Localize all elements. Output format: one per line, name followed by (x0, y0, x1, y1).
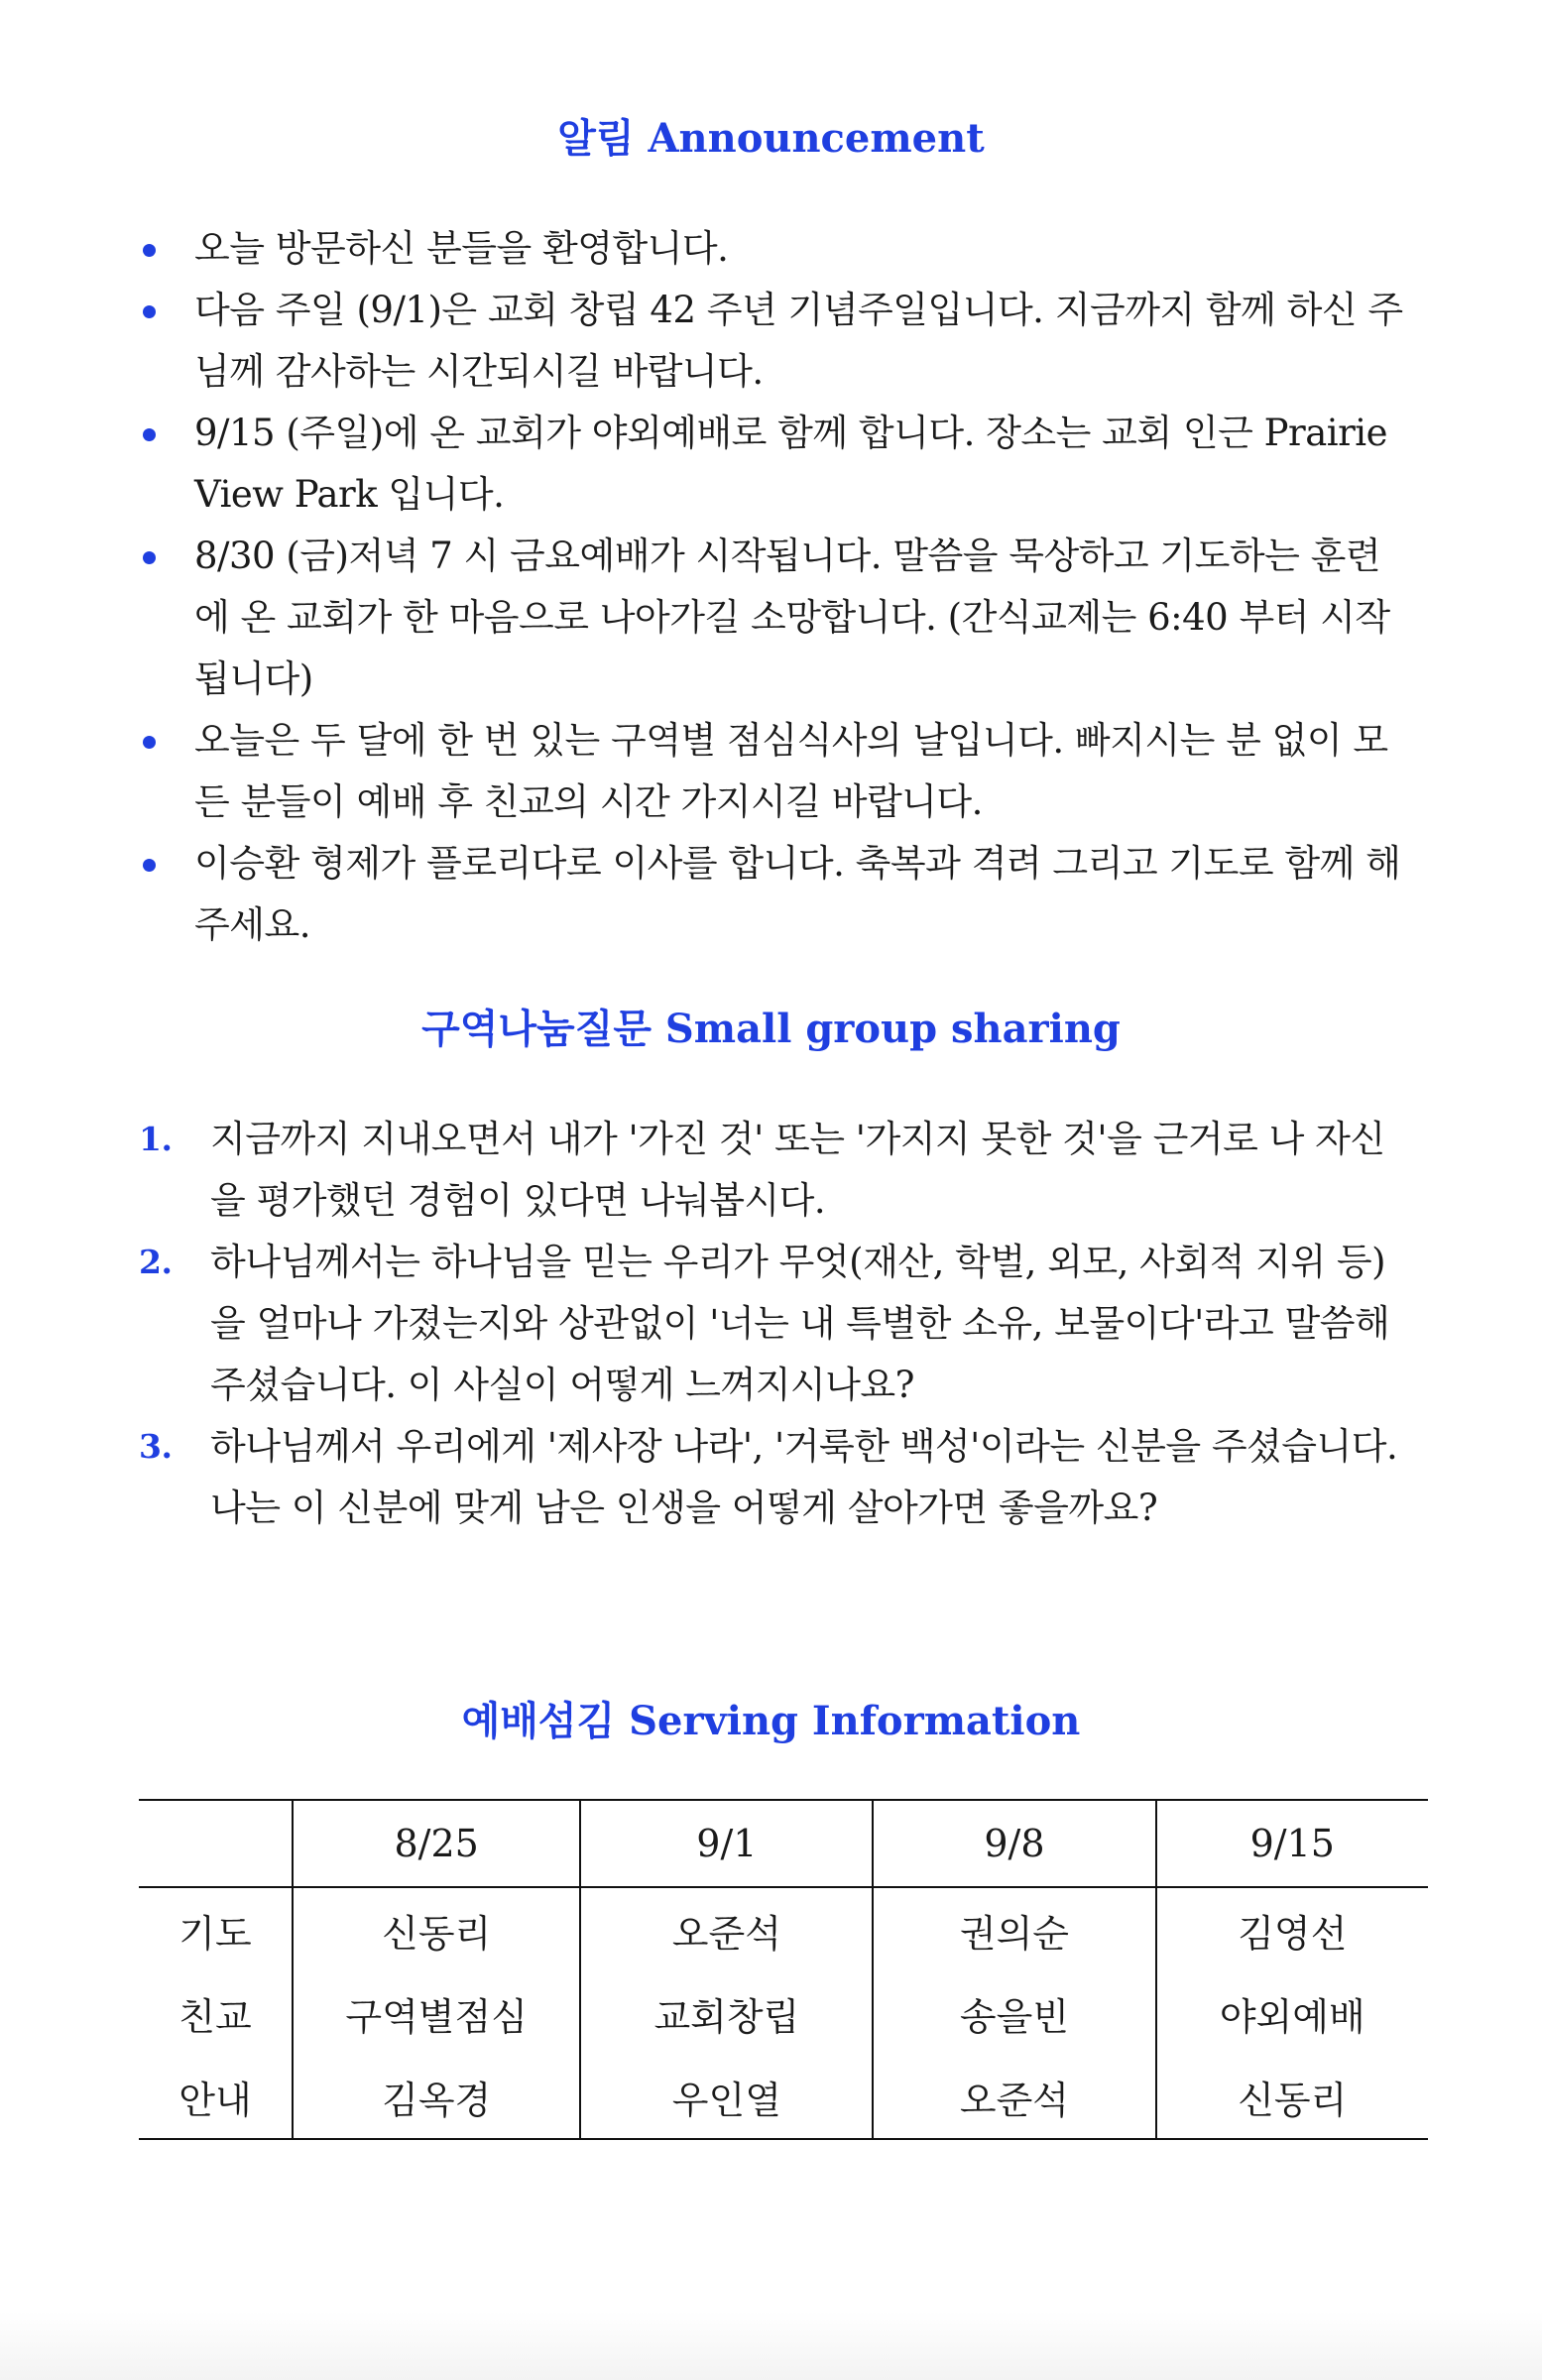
announcement-item: 9/15 (주일)에 온 교회가 야외예배로 함께 합니다. 장소는 교회 인근 Prairie View Park 입니다. (194, 403, 1404, 526)
row-label: 안내 (139, 2055, 293, 2139)
header-cell (139, 1800, 293, 1887)
bullet-icon (143, 859, 156, 872)
bullet-icon (143, 551, 156, 564)
table-cell: 오준석 (580, 1887, 873, 1971)
table-row (139, 1971, 1428, 2055)
serving-heading: 예배섬김 Serving Information (461, 1698, 1081, 1744)
announcement-item: 오늘 방문하신 분들을 환영합니다. (194, 218, 1404, 280)
sharing-item: 3. 하나님께서 우리에게 '제사장 나라', '거룩한 백성'이라는 신분을 주셨습니다. 나는 이 신분에 맞게 남은 인생을 어떻게 살아가면 좋을까요? (210, 1416, 1410, 1539)
bullet-icon (143, 428, 156, 441)
table-cell: 송을빈 (873, 1971, 1155, 2055)
announcement-item: 8/30 (금)저녁 7 시 금요예배가 시작됩니다. 말씀을 묵상하고 기도하는 훈련에 온 교회가 한 마음으로 나아가길 소망합니다. (간식교제는 6:40 부터 시작됩니다) (194, 526, 1404, 710)
table-cell: 우인열 (580, 2055, 873, 2139)
table-row (139, 1887, 1428, 1971)
sharing-item: 2. 하나님께서는 하나님을 믿는 우리가 무엇(재산, 학벌, 외모, 사회적 지위 등)을 얼마나 가졌는지와 상관없이 '너는 내 특별한 소유, 보물이다'라고 말씀해주셨습니다. 이 사실이 어떻게 느껴지시나요? (210, 1232, 1410, 1416)
table-cell: 김영선 (1156, 1887, 1428, 1971)
bullet-icon (143, 305, 156, 318)
item-number: 3. (139, 1427, 173, 1466)
sharing-heading: 구역나눔질문 Small group sharing (421, 1006, 1121, 1052)
header-cell: 8/25 (293, 1800, 580, 1887)
table-row (139, 2055, 1428, 2139)
table-cell: 구역별점심 (293, 1971, 580, 2055)
bullet-icon (143, 736, 156, 749)
announcement-heading: 알림 Announcement (557, 115, 985, 162)
sharing-list (139, 1109, 1410, 1539)
table-cell: 오준석 (873, 2055, 1155, 2139)
announcement-list (194, 218, 1404, 956)
row-label: 친교 (178, 1994, 252, 2039)
table-cell: 신동리 (1156, 2055, 1428, 2139)
table-cell: 야외예배 (1156, 1971, 1428, 2055)
serving-table (139, 1799, 1428, 2140)
announcement-item: 오늘은 두 달에 한 번 있는 구역별 점심식사의 날입니다. 빠지시는 분 없이 모든 분들이 예배 후 친교의 시간 가지시길 바랍니다. (194, 710, 1404, 833)
page-bottom-shadow (0, 2311, 1542, 2380)
item-number: 1. (139, 1120, 173, 1158)
bullet-icon (143, 244, 156, 257)
header-cell: 9/1 (580, 1800, 873, 1887)
table-cell: 교회창립 (580, 1971, 873, 2055)
header-cell: 9/15 (1156, 1800, 1428, 1887)
table-cell: 권의순 (873, 1887, 1155, 1971)
row-label: 기도 (178, 1911, 252, 1956)
header-cell: 9/8 (873, 1800, 1155, 1887)
table-cell: 신동리 (293, 1887, 580, 1971)
table-header-row (139, 1800, 1428, 1887)
table-cell: 김옥경 (293, 2055, 580, 2139)
announcement-item: 다음 주일 (9/1)은 교회 창립 42 주년 기념주일입니다. 지금까지 함께 하신 주님께 감사하는 시간되시길 바랍니다. (194, 280, 1404, 403)
item-number: 2. (139, 1243, 173, 1281)
sharing-item: 1. 지금까지 지내오면서 내가 '가진 것' 또는 '가지지 못한 것'을 근거로 나 자신을 평가했던 경험이 있다면 나눠봅시다. (210, 1109, 1410, 1232)
announcement-item: 이승환 형제가 플로리다로 이사를 합니다. 축복과 격려 그리고 기도로 함께 해주세요. (194, 833, 1404, 956)
